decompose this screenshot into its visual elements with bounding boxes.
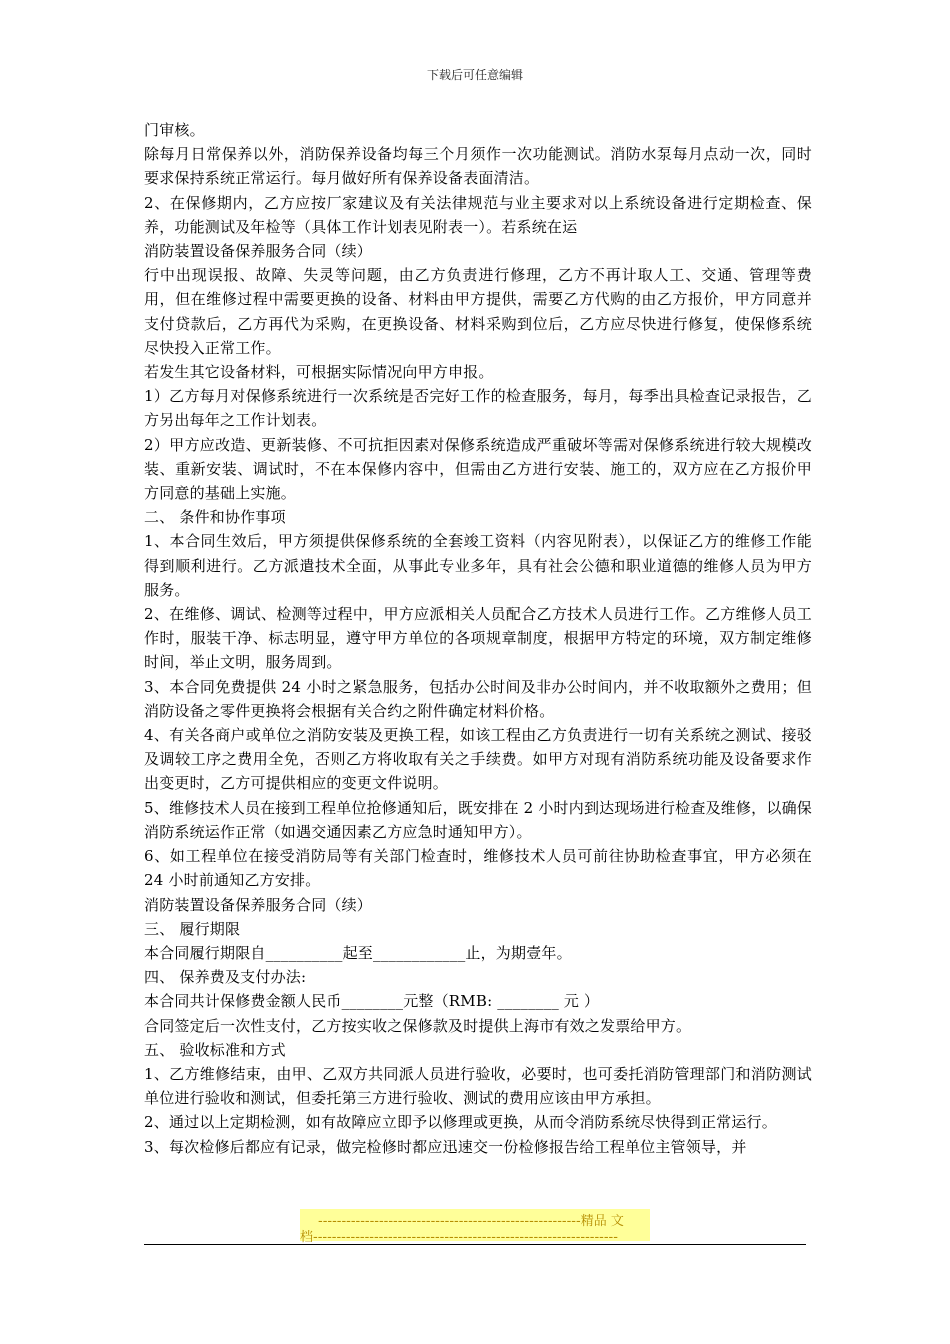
paragraph: 2、在维修、调试、检测等过程中，甲方应派相关人员配合乙方技术人员进行工作。乙方维修人员工作时，服装干净、标志明显，遵守甲方单位的各项规章制度，根据甲方特定的环境，双方制定维修时间，举止文明，服务周到。 (144, 605, 812, 672)
paragraph: 合同签定后一次性支付，乙方按实收之保修款及时提供上海市有效之发票给甲方。 (144, 1016, 692, 1035)
paragraph: 4、有关各商户或单位之消防安装及更换工程，如该工程由乙方负责进行一切有关系统之测试、接驳及调较工序之费用全免，否则乙方将收取有关之手续费。如甲方对现有消防系统功能及设备要求作出变更时，乙方可提供相应的变更文件说明。 (144, 726, 812, 793)
paragraph: 2）甲方应改造、更新装修、不可抗拒因素对保修系统造成严重破坏等需对保修系统进行较大规模改装、重新安装、调试时，不在本保修内容中，但需由乙方进行安装、施工的，双方应在乙方报价甲方同意的基础上实施。 (144, 435, 812, 503)
paragraph: 本合同履行期限自__________起至____________止，为期壹年。 (144, 943, 572, 962)
paragraph: 1、本合同生效后，甲方须提供保修系统的全套竣工资料（内容见附表），以保证乙方的维修工作能得到顺利进行。乙方派遣技术全面，从事此专业多年，具有社会公德和职业道德的维修人员为甲方服务。 (144, 532, 812, 599)
paragraph: 1）乙方每月对保修系统进行一次系统是否完好工作的检查服务，每月，每季出具检查记录报告，乙方另出每年之工作计划表。 (144, 387, 812, 430)
paragraph: 3、本合同免费提供 24 小时之紧急服务，包括办公时间及非办公时间内，并不收取额外之费用；但消防设备之零件更换将会根据有关合约之附件确定材料价格。 (144, 677, 812, 720)
footer-line-2: 档----------------------------------------------------------------- (300, 1230, 618, 1245)
paragraph: 若发生其它设备材料，可根据实际情况向甲方申报。 (144, 363, 494, 382)
paragraph: 3、每次检修后都应有记录，做完检修时都应迅速交一份检修报告给工程单位主管领导，并 (144, 1137, 747, 1156)
paragraph: 1、乙方维修结束，由甲、乙双方共同派人员进行验收，必要时，也可委托消防管理部门和消防测试单位进行验收和测试，但委托第三方进行验收、测试的费用应该由甲方承担。 (144, 1064, 812, 1108)
footer-divider (144, 1244, 806, 1245)
section-heading: 三、 履行期限 (144, 919, 241, 938)
paragraph: 本合同共计保修费金额人民币________元整（RMB: ________ 元 ） (144, 992, 600, 1011)
section-heading: 二、 条件和协作事项 (144, 508, 286, 527)
footer-line-1: --------------------------------------------------------精品 文 (318, 1214, 624, 1229)
section-heading: 五、 验收标准和方式 (144, 1040, 286, 1059)
page-header: 下载后可任意编辑 (426, 68, 523, 82)
paragraph: 2、在保修期内，乙方应按厂家建议及有关法律规范与业主要求对以上系统设备进行定期检查、保养，功能测试及年检等（具体工作计划表见附表一）。若系统在运 (144, 193, 812, 236)
section-title: 消防装置设备保养服务合同（续） (144, 895, 373, 914)
paragraph: 5、维修技术人员在接到工程单位抢修通知后，既安排在 2 小时内到达现场进行检查及维修，以确保消防系统运作正常（如遇交通因素乙方应急时通知甲方）。 (144, 798, 812, 841)
section-title: 消防装置设备保养服务合同（续） (144, 242, 373, 261)
paragraph: 6、如工程单位在接受消防局等有关部门检查时，维修技术人员可前往协助检查事宜，甲方必须在 24 小时前通知乙方安排。 (144, 847, 812, 890)
paragraph: 行中出现误报、故障、失灵等问题，由乙方负责进行修理，乙方不再计取人工、交通、管理等费用，但在维修过程中需要更换的设备、材料由甲方提供，需要乙方代购的由乙方报价，甲方同意并支付贷款后，乙方再代为采购，在更换设备、材料采购到位后，乙方应尽快进行修复，使保修系统尽快投入正常工作。 (144, 266, 812, 357)
paragraph: 门审核。 (144, 121, 205, 139)
paragraph: 除每月日常保养以外，消防保养设备均每三个月须作一次功能测试。消防水泵每月点动一次，同时要求保持系统正常运行。每月做好所有保养设备表面清洁。 (144, 145, 812, 188)
section-heading: 四、 保养费及支付办法: (144, 968, 307, 987)
paragraph: 2、通过以上定期检测，如有故障应立即予以修理或更换，从而令消防系统尽快得到正常运行。 (144, 1113, 777, 1132)
document-body (144, 118, 812, 1159)
